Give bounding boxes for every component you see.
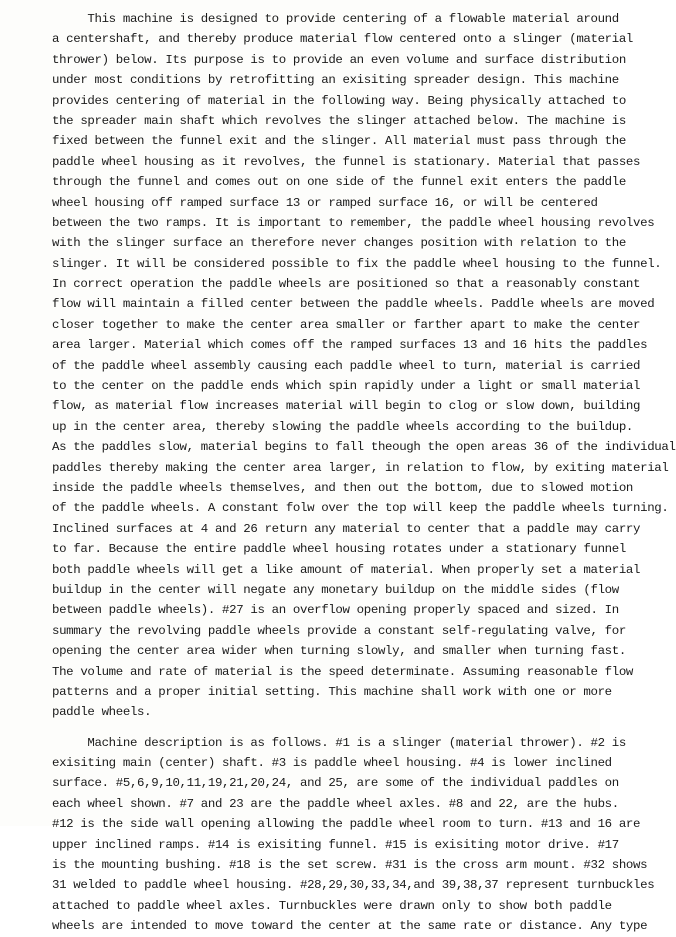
- text-line: attached to paddle wheel axles. Turnbuckles were drawn only to show both paddle: [52, 898, 612, 913]
- paragraph: [52, 9, 676, 723]
- text-line: #12 is the side wall opening allowing the paddle wheel room to turn. #13 and 16 are: [52, 817, 641, 832]
- text-line: with the slinger surface an therefore never changes position with relation to the: [52, 236, 626, 251]
- text-line: wheel housing off ramped surface 13 or ramped surface 16, or will be centered: [52, 195, 598, 210]
- text-line: In correct operation the paddle wheels are positioned so that a reasonably constant: [52, 277, 641, 292]
- text-line: inside the paddle wheels themselves, and then out the bottom, due to slowed motion: [52, 480, 634, 495]
- text-line: each wheel shown. #7 and 23 are the paddle wheel axles. #8 and 22, are the hubs.: [52, 796, 619, 811]
- text-line: area larger. Material which comes off the ramped surfaces 13 and 16 hits the paddles: [52, 338, 648, 353]
- text-line: of the paddle wheels. A constant folw over the top will keep the paddle wheels turning.: [52, 501, 669, 516]
- text-line: the spreader main shaft which revolves the slinger attached below. The machine is: [52, 113, 626, 128]
- text-line: fixed between the funnel exit and the slinger. All material must pass through the: [52, 134, 626, 149]
- document-body: [52, 9, 676, 937]
- text-line: between the two ramps. It is important to remember, the paddle wheel housing revolves: [52, 215, 655, 230]
- paragraph-gap: [52, 723, 608, 733]
- text-line: Machine description is as follows. #1 is a slinger (material thrower). #2 is: [52, 735, 626, 750]
- text-line: exisiting main (center) shaft. #3 is paddle wheel housing. #4 is lower inclined: [52, 756, 612, 771]
- text-line: up in the center area, thereby slowing the paddle wheels according to the buildup.: [52, 419, 634, 434]
- text-line: patterns and a proper initial setting. This machine shall work with one or more: [52, 684, 612, 699]
- text-line: The volume and rate of material is the speed determinate. Assuming reasonable flow: [52, 664, 634, 679]
- text-line: between paddle wheels). #27 is an overflow opening properly spaced and sized. In: [52, 603, 619, 618]
- text-line: This machine is designed to provide centering of a flowable material around: [52, 12, 619, 26]
- text-line: provides centering of material in the following way. Being physically attached to: [52, 93, 626, 108]
- text-line: buildup in the center will negate any monetary buildup on the middle sides (flow: [52, 582, 619, 597]
- text-line: both paddle wheels will get a like amount of material. When properly set a material: [52, 562, 641, 577]
- text-line: As the paddles slow, material begins to fall theough the open areas 36 of the individual: [52, 440, 676, 455]
- text-line: paddles thereby making the center area larger, in relation to flow, by exiting material: [52, 460, 669, 475]
- text-line: flow, as material flow increases material will begin to clog or slow down, building: [52, 399, 641, 414]
- text-line: through the funnel and comes out on one side of the funnel exit enters the paddle: [52, 175, 626, 190]
- paragraph: [52, 733, 655, 937]
- text-line: opening the center area wider when turning slowly, and smaller when turning fast.: [52, 644, 626, 659]
- text-line: under most conditions by retrofitting an exisiting spreader design. This machine: [52, 73, 619, 88]
- text-line: surface. #5,6,9,10,11,19,21,20,24, and 25, are some of the individual paddles on: [52, 776, 619, 791]
- text-line: of the paddle wheel assembly causing each paddle wheel to turn, material is carried: [52, 358, 641, 373]
- text-line: to far. Because the entire paddle wheel housing rotates under a stationary funnel: [52, 542, 626, 557]
- text-line: wheels are intended to move toward the center at the same rate or distance. Any type: [52, 919, 648, 934]
- text-line: summary the revolving paddle wheels provide a constant self-regulating valve, for: [52, 623, 626, 638]
- text-line: upper inclined ramps. #14 is exisiting funnel. #15 is exisiting motor drive. #17: [52, 837, 619, 852]
- text-line: thrower) below. Its purpose is to provide an even volume and surface distribution: [52, 52, 626, 67]
- text-line: paddle wheel housing as it revolves, the funnel is stationary. Material that passes: [52, 154, 641, 169]
- text-line: flow will maintain a filled center between the paddle wheels. Paddle wheels are moved: [52, 297, 655, 312]
- text-line: is the mounting bushing. #18 is the set screw. #31 is the cross arm mount. #32 shows: [52, 858, 648, 873]
- text-line: paddle wheels.: [52, 705, 152, 720]
- text-line: a centershaft, and thereby produce material flow centered onto a slinger (material: [52, 32, 634, 47]
- text-line: closer together to make the center area smaller or farther apart to make the center: [52, 317, 641, 332]
- text-line: slinger. It will be considered possible to fix the paddle wheel housing to the funnel.: [52, 256, 662, 271]
- text-line: Inclined surfaces at 4 and 26 return any material to center that a paddle may carry: [52, 521, 641, 536]
- text-line: to the center on the paddle ends which spin rapidly under a light or small material: [52, 379, 641, 394]
- text-line: 31 welded to paddle wheel housing. #28,29,30,33,34,and 39,38,37 represent turnbuckles: [52, 878, 655, 893]
